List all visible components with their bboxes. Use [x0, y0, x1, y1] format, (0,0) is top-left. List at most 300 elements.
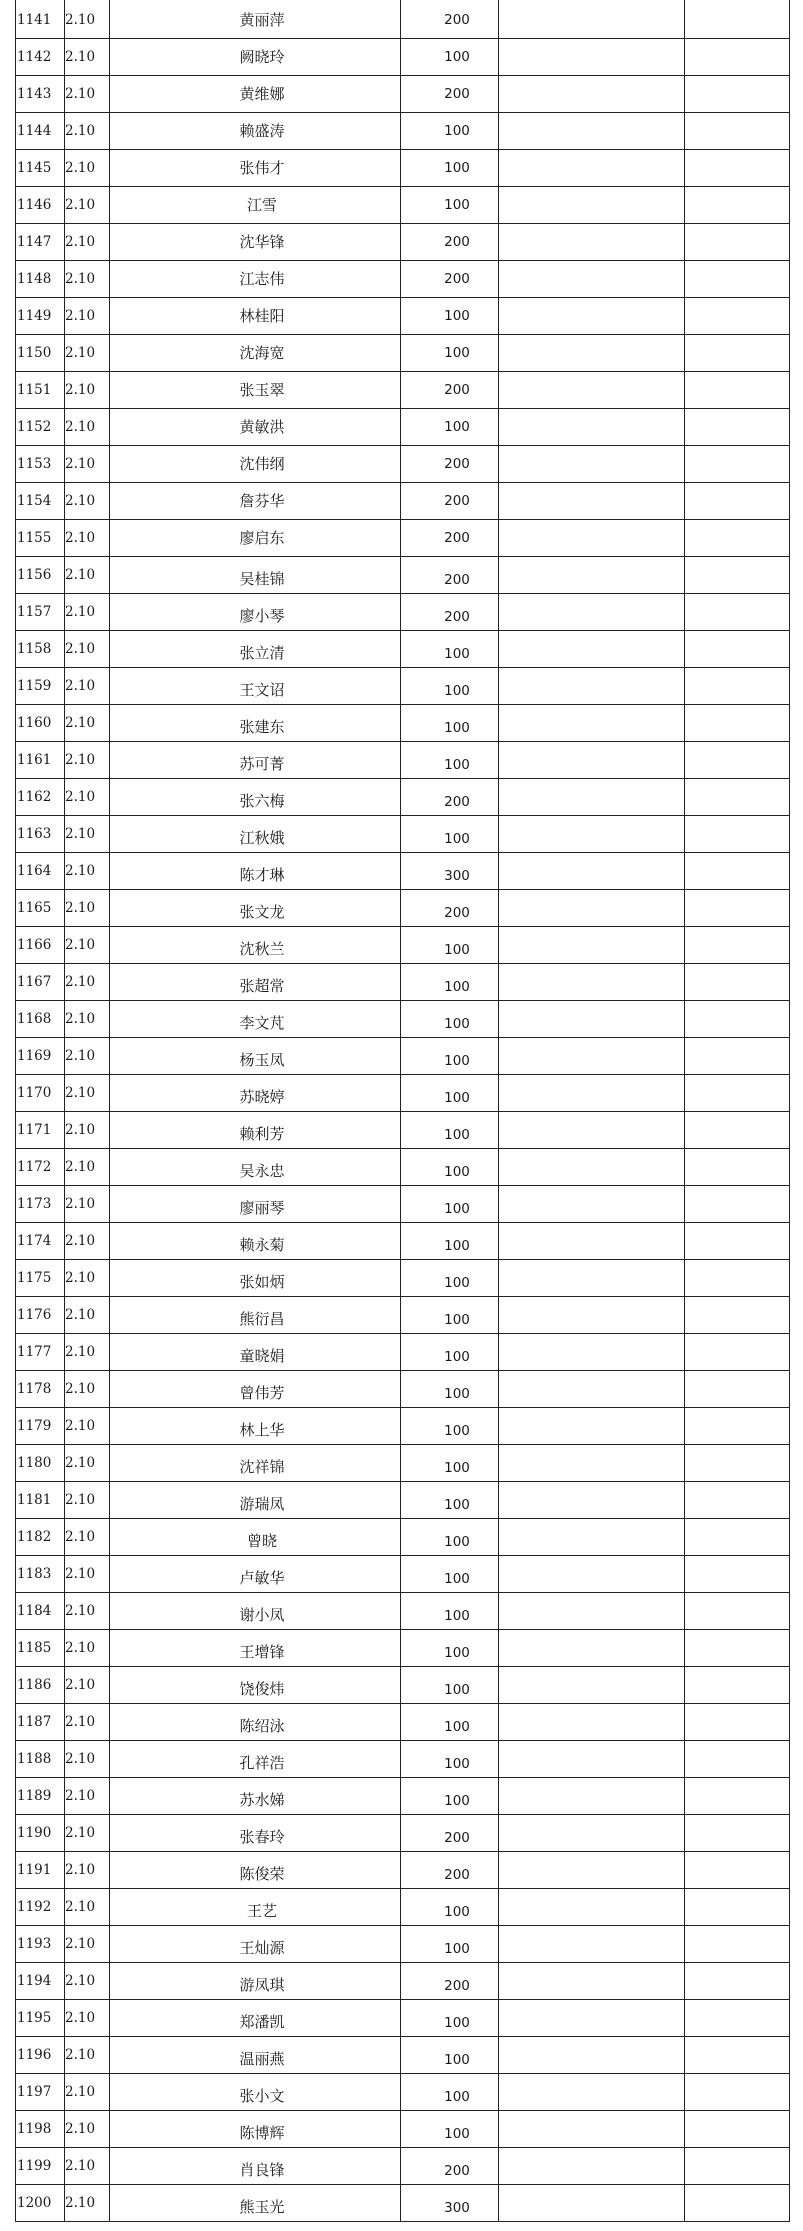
amount-cell: 200 [444, 1978, 470, 1994]
table-row [15, 520, 789, 557]
row-number-cell: 1199 [17, 2158, 52, 2174]
empty-cell [513, 2185, 699, 2222]
date-cell: 2.10 [65, 2158, 96, 2174]
amount-cell: 100 [444, 308, 470, 324]
empty-cell [513, 1075, 699, 1112]
table-row [15, 1334, 789, 1371]
row-number-cell: 1143 [17, 86, 52, 102]
empty-cell [699, 1260, 789, 1297]
table-row [15, 1297, 789, 1334]
row-number-cell: 1163 [17, 826, 52, 842]
amount-cell: 100 [444, 1238, 470, 1254]
empty-cell [699, 1963, 789, 2000]
date-cell: 2.10 [65, 493, 96, 509]
amount-cell: 200 [444, 2163, 470, 2179]
table-row [15, 446, 789, 483]
table-row [15, 372, 789, 409]
empty-cell [699, 816, 789, 853]
empty-cell [513, 1667, 699, 1704]
date-cell: 2.10 [65, 900, 96, 916]
row-number-cell: 1147 [17, 234, 52, 250]
amount-cell: 100 [444, 979, 470, 995]
empty-cell [513, 1926, 699, 1963]
name-cell: 张六梅 [239, 792, 285, 810]
date-cell: 2.10 [65, 752, 96, 768]
amount-cell: 200 [444, 905, 470, 921]
row-number-cell: 1197 [17, 2084, 52, 2100]
empty-cell [699, 2111, 789, 2148]
date-cell: 2.10 [65, 1566, 96, 1582]
table-row [15, 1408, 789, 1445]
name-cell: 苏可菁 [239, 755, 285, 773]
amount-cell: 200 [444, 794, 470, 810]
empty-cell [699, 1149, 789, 1186]
empty-cell [513, 1778, 699, 1815]
empty-cell [513, 1297, 699, 1334]
table-row [15, 2037, 789, 2074]
table-row [15, 335, 789, 372]
empty-cell [699, 927, 789, 964]
amount-cell: 100 [444, 1497, 470, 1513]
table-row [15, 1593, 789, 1630]
table-row [15, 742, 789, 779]
name-cell: 王灿源 [239, 1939, 285, 1957]
row-number-cell: 1175 [17, 1270, 52, 1286]
name-cell: 苏水娣 [239, 1791, 285, 1809]
name-cell: 黄敏洪 [239, 418, 285, 436]
table-row [15, 668, 789, 705]
row-number-cell: 1173 [17, 1196, 52, 1212]
empty-cell [699, 594, 789, 631]
row-number-cell: 1191 [17, 1862, 52, 1878]
date-cell: 2.10 [65, 1381, 96, 1397]
empty-cell [699, 2185, 789, 2222]
empty-cell [699, 1445, 789, 1482]
table-row [15, 1889, 789, 1926]
amount-cell: 100 [444, 49, 470, 65]
name-cell: 江志伟 [239, 270, 285, 288]
name-cell: 孔祥浩 [239, 1754, 285, 1772]
empty-cell [513, 705, 699, 742]
date-cell: 2.10 [65, 1751, 96, 1767]
empty-cell [699, 1297, 789, 1334]
name-cell: 沈秋兰 [239, 940, 285, 958]
amount-cell: 100 [444, 757, 470, 773]
empty-cell [513, 853, 699, 890]
row-number-cell: 1192 [17, 1899, 52, 1915]
empty-cell [699, 1408, 789, 1445]
date-cell: 2.10 [65, 863, 96, 879]
date-cell: 2.10 [65, 382, 96, 398]
empty-cell [513, 113, 699, 150]
row-number-cell: 1169 [17, 1048, 52, 1064]
table-row [15, 2, 789, 39]
name-cell: 熊衍昌 [239, 1310, 285, 1328]
date-cell: 2.10 [65, 1270, 96, 1286]
empty-cell [699, 1038, 789, 1075]
empty-cell [699, 520, 789, 557]
amount-cell: 100 [444, 1756, 470, 1772]
date-cell: 2.10 [65, 197, 96, 213]
name-cell: 沈祥锦 [239, 1458, 285, 1476]
date-cell: 2.10 [65, 456, 96, 472]
table-row [15, 816, 789, 853]
row-number-cell: 1170 [17, 1085, 52, 1101]
date-cell: 2.10 [65, 1603, 96, 1619]
empty-cell [513, 594, 699, 631]
empty-cell [699, 1704, 789, 1741]
name-cell: 张小文 [239, 2087, 285, 2105]
empty-cell [513, 298, 699, 335]
name-cell: 沈伟纲 [239, 455, 285, 473]
date-cell: 2.10 [65, 1307, 96, 1323]
amount-cell: 200 [444, 572, 470, 588]
empty-cell [699, 446, 789, 483]
empty-cell [513, 1593, 699, 1630]
amount-cell: 100 [444, 942, 470, 958]
amount-cell: 100 [444, 1349, 470, 1365]
name-cell: 卢敏华 [239, 1569, 285, 1587]
date-cell: 2.10 [65, 1788, 96, 1804]
empty-cell [699, 631, 789, 668]
empty-cell [699, 187, 789, 224]
date-cell: 2.10 [65, 2121, 96, 2137]
empty-cell [513, 1260, 699, 1297]
amount-cell: 100 [444, 2015, 470, 2031]
row-number-cell: 1145 [17, 160, 52, 176]
empty-cell [513, 668, 699, 705]
date-cell: 2.10 [65, 1640, 96, 1656]
name-cell: 廖小琴 [239, 607, 285, 625]
row-number-cell: 1195 [17, 2010, 52, 2026]
row-number-cell: 1165 [17, 900, 52, 916]
empty-cell [699, 1223, 789, 1260]
row-number-cell: 1172 [17, 1159, 52, 1175]
table-row [15, 2111, 789, 2148]
name-cell: 林桂阳 [239, 307, 285, 325]
empty-cell [699, 1815, 789, 1852]
name-cell: 吴桂锦 [239, 570, 285, 588]
name-cell: 林上华 [239, 1421, 285, 1439]
empty-cell [699, 1556, 789, 1593]
table-row [15, 853, 789, 890]
date-cell: 2.10 [65, 1159, 96, 1175]
empty-cell [513, 1334, 699, 1371]
date-cell: 2.10 [65, 530, 96, 546]
table-row [15, 1112, 789, 1149]
table-row [15, 409, 789, 446]
row-number-cell: 1156 [17, 567, 52, 583]
date-cell: 2.10 [65, 308, 96, 324]
empty-cell [699, 1482, 789, 1519]
row-number-cell: 1184 [17, 1603, 52, 1619]
empty-cell [513, 927, 699, 964]
row-number-cell: 1168 [17, 1011, 52, 1027]
amount-cell: 100 [444, 720, 470, 736]
table-row [15, 1556, 789, 1593]
table-row [15, 113, 789, 150]
table-row [15, 1223, 789, 1260]
row-number-cell: 1171 [17, 1122, 52, 1138]
table-row [15, 2148, 789, 2185]
date-cell: 2.10 [65, 1011, 96, 1027]
row-number-cell: 1155 [17, 530, 52, 546]
table-row [15, 1963, 789, 2000]
amount-cell: 100 [444, 646, 470, 662]
empty-cell [699, 1593, 789, 1630]
empty-cell [513, 1445, 699, 1482]
amount-cell: 100 [444, 1682, 470, 1698]
date-cell: 2.10 [65, 1529, 96, 1545]
table-row [15, 1815, 789, 1852]
row-number-cell: 1166 [17, 937, 52, 953]
amount-cell: 100 [444, 831, 470, 847]
amount-cell: 100 [444, 1164, 470, 1180]
name-cell: 江雪 [246, 196, 277, 214]
row-number-cell: 1149 [17, 308, 52, 324]
name-cell: 王增锋 [239, 1643, 285, 1661]
row-number-cell: 1200 [17, 2195, 52, 2211]
empty-cell [699, 1630, 789, 1667]
date-cell: 2.10 [65, 1048, 96, 1064]
date-cell: 2.10 [65, 1677, 96, 1693]
date-cell: 2.10 [65, 1936, 96, 1952]
row-number-cell: 1159 [17, 678, 52, 694]
empty-cell [513, 446, 699, 483]
name-cell: 陈绍泳 [239, 1717, 285, 1735]
amount-cell: 100 [444, 1423, 470, 1439]
name-cell: 陈才琳 [239, 866, 285, 884]
name-cell: 游凤琪 [239, 1976, 285, 1994]
name-cell: 温丽燕 [239, 2050, 285, 2068]
table-row [15, 1741, 789, 1778]
empty-cell [513, 2, 699, 39]
date-cell: 2.10 [65, 345, 96, 361]
empty-cell [513, 1223, 699, 1260]
row-number-cell: 1153 [17, 456, 52, 472]
empty-cell [513, 520, 699, 557]
name-cell: 赖盛涛 [239, 122, 285, 140]
table-row [15, 1075, 789, 1112]
row-number-cell: 1196 [17, 2047, 52, 2063]
empty-cell [513, 372, 699, 409]
amount-cell: 200 [444, 530, 470, 546]
empty-cell [513, 2148, 699, 2185]
amount-cell: 100 [444, 1053, 470, 1069]
name-cell: 张伟才 [239, 159, 285, 177]
name-cell: 张春玲 [239, 1828, 285, 1846]
amount-cell: 100 [444, 1608, 470, 1624]
name-cell: 张文龙 [239, 903, 285, 921]
empty-cell [699, 39, 789, 76]
empty-cell [699, 2148, 789, 2185]
empty-cell [513, 1186, 699, 1223]
date-cell: 2.10 [65, 974, 96, 990]
date-cell: 2.10 [65, 1455, 96, 1471]
empty-cell [699, 779, 789, 816]
name-cell: 吴永忠 [239, 1162, 285, 1180]
empty-cell [513, 1852, 699, 1889]
amount-cell: 100 [444, 1645, 470, 1661]
table-row [15, 2185, 789, 2222]
name-cell: 曾伟芳 [239, 1384, 285, 1402]
date-cell: 2.10 [65, 1085, 96, 1101]
table-row [15, 890, 789, 927]
amount-cell: 200 [444, 271, 470, 287]
table-row [15, 261, 789, 298]
date-cell: 2.10 [65, 160, 96, 176]
name-cell: 杨玉凤 [239, 1051, 285, 1069]
empty-cell [699, 1334, 789, 1371]
amount-cell: 100 [444, 1312, 470, 1328]
amount-cell: 100 [444, 1904, 470, 1920]
amount-cell: 200 [444, 1830, 470, 1846]
table-row [15, 1630, 789, 1667]
table-row [15, 1260, 789, 1297]
name-cell: 江秋娥 [239, 829, 285, 847]
empty-cell [513, 187, 699, 224]
amount-cell: 200 [444, 234, 470, 250]
amount-cell: 100 [444, 1719, 470, 1735]
table-row [15, 1371, 789, 1408]
empty-cell [513, 1001, 699, 1038]
name-cell: 廖丽琴 [239, 1199, 285, 1217]
date-cell: 2.10 [65, 937, 96, 953]
empty-cell [513, 2000, 699, 2037]
date-cell: 2.10 [65, 715, 96, 731]
name-cell: 曾晓 [246, 1532, 277, 1550]
date-cell: 2.10 [65, 123, 96, 139]
date-cell: 2.10 [65, 789, 96, 805]
name-cell: 张立清 [239, 644, 285, 662]
amount-cell: 100 [444, 419, 470, 435]
empty-cell [699, 853, 789, 890]
row-number-cell: 1181 [17, 1492, 52, 1508]
empty-cell [699, 1112, 789, 1149]
empty-cell [513, 1704, 699, 1741]
empty-cell [699, 483, 789, 520]
empty-cell [699, 1519, 789, 1556]
table-row [15, 150, 789, 187]
empty-cell [513, 1815, 699, 1852]
date-cell: 2.10 [65, 1714, 96, 1730]
empty-cell [699, 150, 789, 187]
table-row [15, 1186, 789, 1223]
empty-cell [699, 2074, 789, 2111]
empty-cell [513, 964, 699, 1001]
row-number-cell: 1150 [17, 345, 52, 361]
empty-cell [513, 76, 699, 113]
table-row [15, 187, 789, 224]
empty-cell [699, 1186, 789, 1223]
date-cell: 2.10 [65, 1973, 96, 1989]
empty-cell [699, 1001, 789, 1038]
empty-cell [513, 1741, 699, 1778]
empty-cell [699, 2, 789, 39]
row-number-cell: 1183 [17, 1566, 52, 1582]
amount-cell: 100 [444, 1386, 470, 1402]
table-row [15, 927, 789, 964]
empty-cell [699, 298, 789, 335]
date-cell: 2.10 [65, 2084, 96, 2100]
table-row [15, 557, 789, 594]
date-cell: 2.10 [65, 1418, 96, 1434]
empty-cell [699, 2000, 789, 2037]
empty-cell [513, 1038, 699, 1075]
empty-cell [513, 483, 699, 520]
date-cell: 2.10 [65, 1122, 96, 1138]
amount-cell: 100 [444, 123, 470, 139]
table-row [15, 2000, 789, 2037]
date-cell: 2.10 [65, 271, 96, 287]
name-cell: 沈海宽 [239, 344, 285, 362]
amount-cell: 100 [444, 1534, 470, 1550]
empty-cell [513, 224, 699, 261]
date-cell: 2.10 [65, 567, 96, 583]
empty-cell [513, 1149, 699, 1186]
amount-cell: 200 [444, 86, 470, 102]
name-cell: 郑潘凯 [239, 2013, 285, 2031]
date-cell: 2.10 [65, 1344, 96, 1360]
empty-cell [513, 1112, 699, 1149]
name-cell: 饶俊炜 [239, 1680, 285, 1698]
empty-cell [513, 1482, 699, 1519]
empty-cell [513, 1519, 699, 1556]
date-cell: 2.10 [65, 826, 96, 842]
row-number-cell: 1178 [17, 1381, 52, 1397]
empty-cell [513, 1556, 699, 1593]
empty-cell [699, 224, 789, 261]
name-cell: 谢小凤 [239, 1606, 285, 1624]
amount-cell: 100 [444, 1793, 470, 1809]
amount-cell: 100 [444, 2089, 470, 2105]
empty-cell [513, 1630, 699, 1667]
table-row [15, 39, 789, 76]
column-divider [789, 0, 790, 2222]
empty-cell [513, 890, 699, 927]
amount-cell: 100 [444, 1571, 470, 1587]
empty-cell [699, 1778, 789, 1815]
date-cell: 2.10 [65, 1196, 96, 1212]
empty-cell [513, 335, 699, 372]
name-cell: 苏晓婷 [239, 1088, 285, 1106]
empty-cell [699, 1075, 789, 1112]
amount-cell: 100 [444, 1127, 470, 1143]
name-cell: 詹芬华 [239, 492, 285, 510]
table-row [15, 1482, 789, 1519]
empty-cell [513, 631, 699, 668]
table-row [15, 964, 789, 1001]
empty-cell [513, 816, 699, 853]
table-row [15, 1926, 789, 1963]
row-number-cell: 1157 [17, 604, 52, 620]
name-cell: 童晓娟 [239, 1347, 285, 1365]
row-number-cell: 1164 [17, 863, 52, 879]
table-row [15, 1852, 789, 1889]
empty-cell [699, 705, 789, 742]
name-cell: 赖利芳 [239, 1125, 285, 1143]
name-cell: 赖永菊 [239, 1236, 285, 1254]
empty-cell [513, 2074, 699, 2111]
empty-cell [513, 1889, 699, 1926]
empty-cell [699, 1741, 789, 1778]
amount-cell: 100 [444, 1275, 470, 1291]
row-number-cell: 1177 [17, 1344, 52, 1360]
amount-cell: 100 [444, 160, 470, 176]
amount-cell: 200 [444, 12, 470, 28]
table-row [15, 1778, 789, 1815]
table-row [15, 705, 789, 742]
